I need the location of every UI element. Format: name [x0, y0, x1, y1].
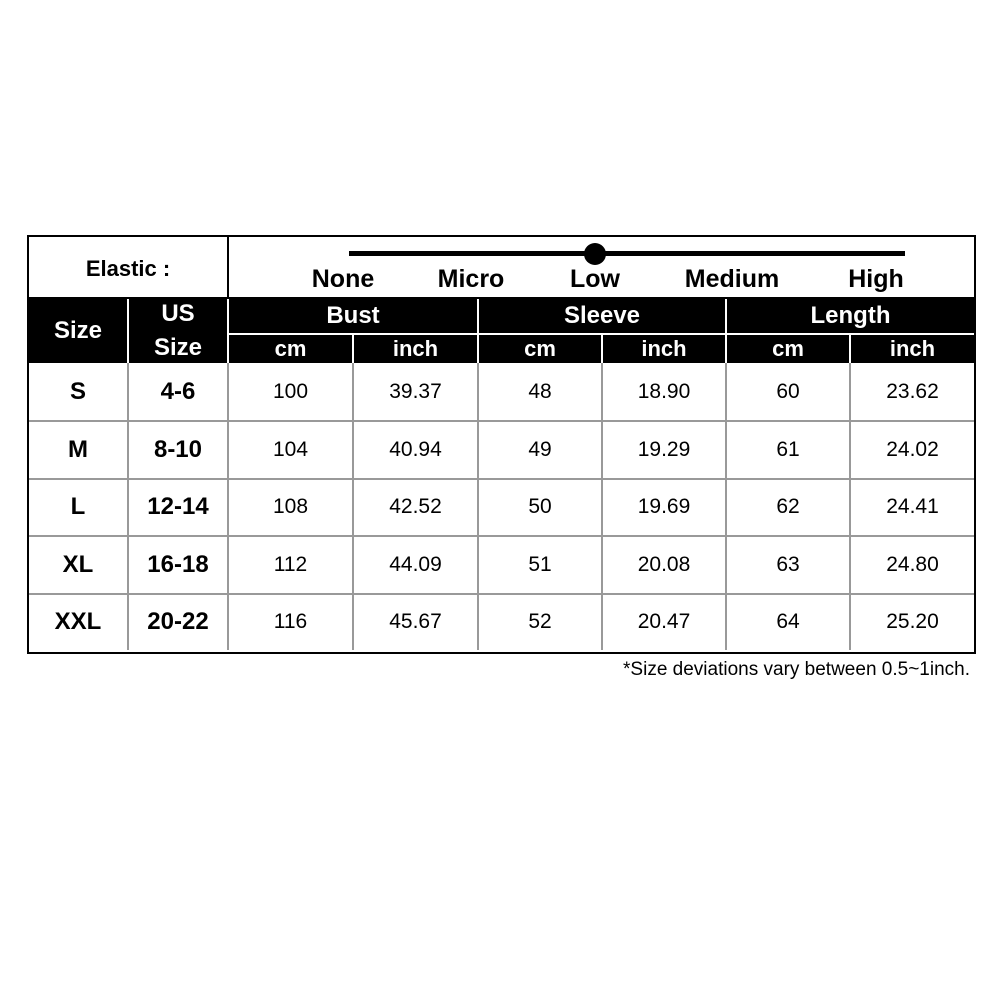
cell-length-inch: 24.41 — [886, 495, 939, 519]
cell-length-cm: 60 — [727, 363, 851, 420]
cell-bust-inch: 40.94 — [354, 422, 479, 477]
elastic-level-none: None — [311, 265, 375, 293]
cell-bust-cm: 100 — [229, 363, 354, 420]
cell-bust-cm: 108 — [229, 480, 354, 535]
header-bust-cm: cm — [229, 333, 354, 363]
elastic-scale — [229, 237, 974, 297]
cell-length-inch: 25.20 — [886, 610, 939, 634]
table-row — [29, 363, 974, 420]
elastic-scale-indicator — [584, 243, 606, 265]
cell-length-inch: 24.80 — [886, 552, 939, 576]
cell-bust-inch: 39.37 — [354, 363, 479, 420]
table-row — [29, 420, 974, 477]
cell-length-inch: 23.62 — [886, 379, 939, 403]
header-size — [29, 299, 129, 363]
header-bust-inch: inch — [354, 333, 479, 363]
cell-size: S — [29, 363, 129, 420]
cell-us-size: 12-14 — [129, 480, 229, 535]
header-us-size-label: Size — [153, 334, 203, 361]
header-sleeve-inch: inch — [603, 333, 727, 363]
header-us-label: US — [161, 300, 195, 327]
footnote: *Size deviations vary between 0.5~1inch. — [623, 659, 970, 680]
cell-sleeve-cm: 51 — [479, 537, 603, 592]
cell-sleeve-cm: 50 — [479, 480, 603, 535]
header-sleeve: Sleeve — [479, 299, 727, 333]
cell-us-size: 16-18 — [129, 537, 229, 592]
cell-sleeve-inch: 20.08 — [603, 537, 727, 592]
size-chart — [27, 235, 976, 654]
header-size-label: Size — [53, 317, 103, 344]
elastic-level-medium: Medium — [684, 265, 780, 293]
elastic-row — [29, 237, 974, 299]
table-row — [29, 535, 974, 592]
cell-bust-cm: 112 — [229, 537, 354, 592]
elastic-level-low: Low — [570, 265, 620, 293]
header-length-cm: cm — [727, 333, 851, 363]
header-length: Length — [810, 302, 891, 329]
cell-size: XXL — [29, 595, 129, 650]
cell-sleeve-cm: 48 — [479, 363, 603, 420]
table-body — [29, 363, 974, 650]
cell-sleeve-cm: 52 — [479, 595, 603, 650]
header-bust: Bust — [229, 299, 479, 333]
cell-us-size: 20-22 — [129, 595, 229, 650]
cell-us-size: 4-6 — [129, 363, 229, 420]
cell-length-cm: 61 — [727, 422, 851, 477]
cell-size: XL — [29, 537, 129, 592]
cell-size: M — [29, 422, 129, 477]
cell-length-cm: 63 — [727, 537, 851, 592]
cell-sleeve-cm: 49 — [479, 422, 603, 477]
cell-length-cm: 64 — [727, 595, 851, 650]
cell-bust-cm: 116 — [229, 595, 354, 650]
table-header — [29, 299, 974, 363]
cell-bust-inch: 44.09 — [354, 537, 479, 592]
cell-sleeve-inch: 19.29 — [603, 422, 727, 477]
elastic-label: Elastic : — [29, 237, 229, 297]
header-sleeve-cm: cm — [479, 333, 603, 363]
cell-length-cm: 62 — [727, 480, 851, 535]
table-row — [29, 478, 974, 535]
cell-us-size: 8-10 — [129, 422, 229, 477]
cell-bust-inch: 42.52 — [354, 480, 479, 535]
cell-sleeve-inch: 20.47 — [603, 595, 727, 650]
cell-bust-inch: 45.67 — [354, 595, 479, 650]
cell-size: L — [29, 480, 129, 535]
elastic-level-micro: Micro — [437, 265, 505, 293]
cell-sleeve-inch: 19.69 — [603, 480, 727, 535]
header-us-size — [129, 299, 229, 363]
header-length-inch: inch — [851, 333, 974, 363]
cell-length-inch: 24.02 — [886, 438, 939, 462]
table-row — [29, 593, 974, 650]
cell-sleeve-inch: 18.90 — [603, 363, 727, 420]
cell-bust-cm: 104 — [229, 422, 354, 477]
elastic-scale-line — [349, 251, 905, 256]
elastic-level-high: High — [848, 265, 904, 293]
